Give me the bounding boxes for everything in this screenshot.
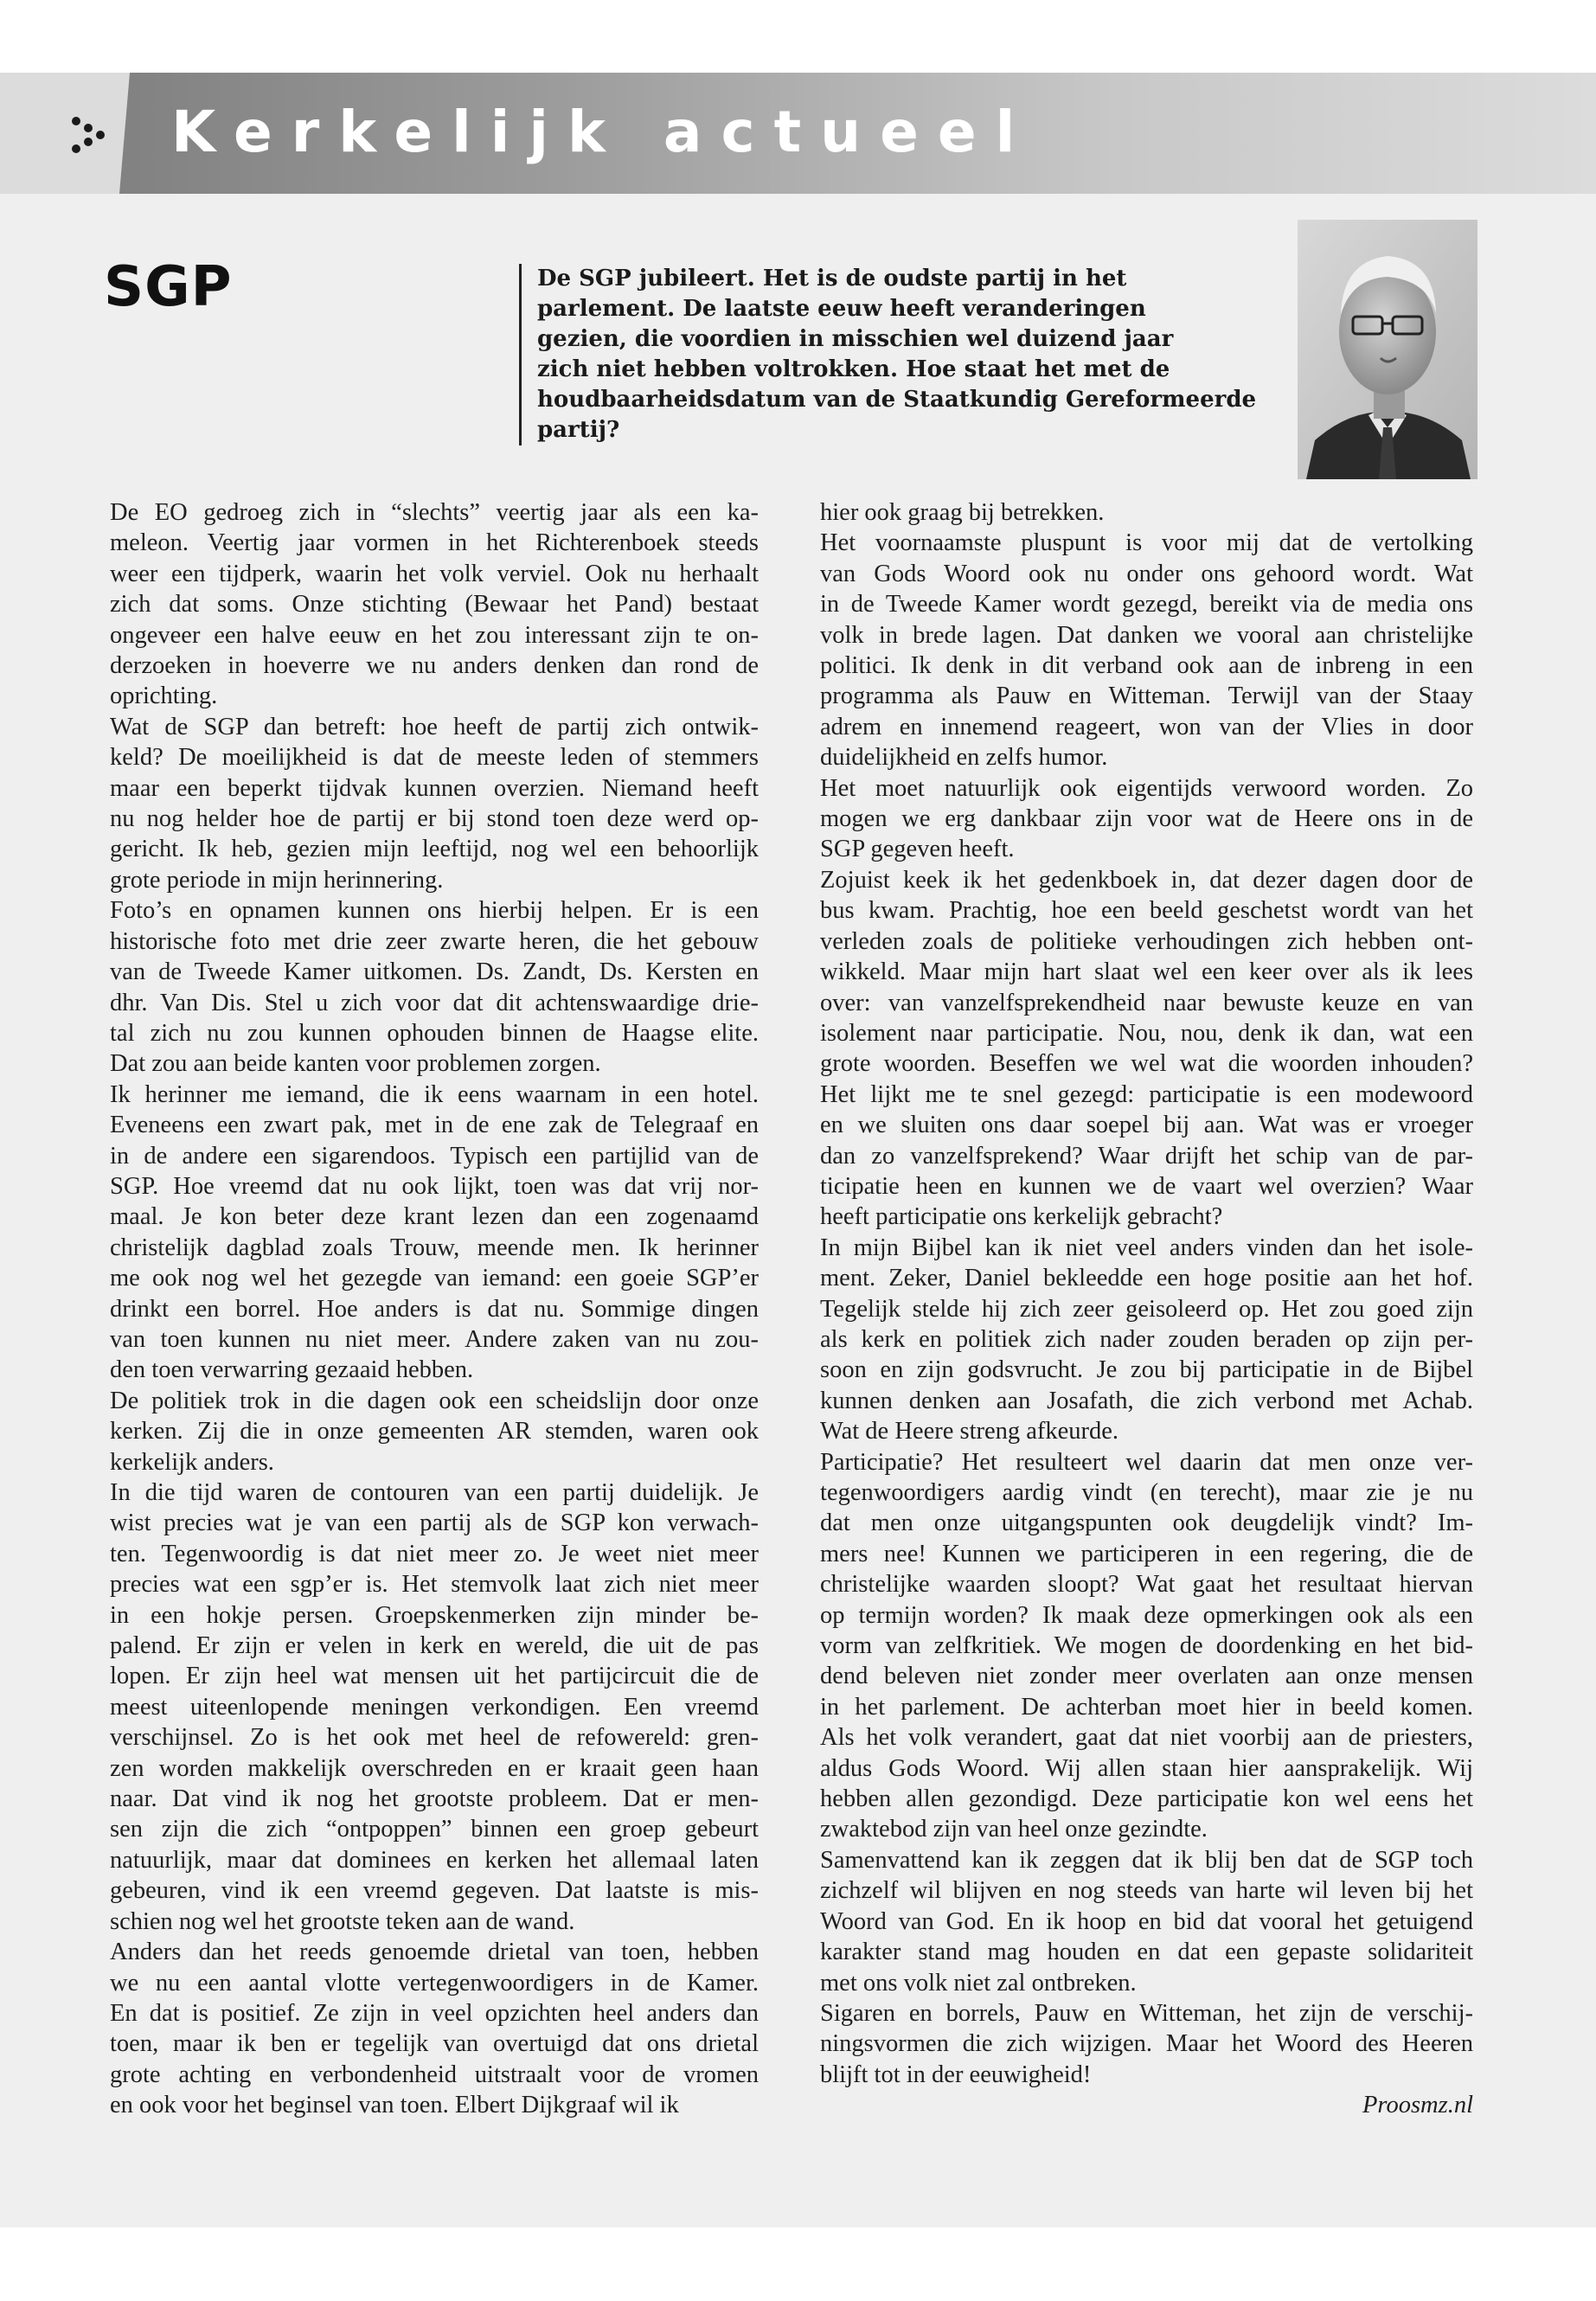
body-line: isolement naar participatie. Nou, nou, denk ik dan, wat een — [820, 1019, 1473, 1047]
body-line: Eveneens een zwart pak, met in de ene zak de Telegraaf en — [110, 1112, 759, 1139]
intro-line: houdbaarheidsdatum van de Staatkundig Gereformeerde — [537, 387, 1257, 413]
body-line: Samenvattend kan ik zeggen dat ik blij ben dat de SGP toch — [820, 1846, 1473, 1874]
body-line: natuurlijk, maar dat dominees en kerken het allemaal laten — [110, 1846, 759, 1874]
body-line: heeft participatie ons kerkelijk gebracht? — [820, 1203, 1223, 1231]
body-line: karakter stand mag houden en dat een gepaste solidariteit — [820, 1939, 1473, 1966]
intro-line: parlement. De laatste eeuw heeft veranderingen — [537, 296, 1146, 322]
body-line: gericht. Ik heb, gezien mijn leeftijd, nog wel een behoorlijk — [110, 836, 759, 863]
body-line: verleden zoals de politieke verhoudingen zich hebben ont- — [820, 927, 1473, 955]
body-line: met ons volk niet zal ontbreken. — [820, 1969, 1137, 1997]
body-line: In mijn Bijbel kan ik niet veel anders vinden dan het isole- — [820, 1234, 1473, 1261]
body-line: tal zich nu zou kunnen ophouden binnen de Haagse elite. — [110, 1019, 759, 1047]
body-line: christelijke waarden sloopt? Wat gaat het resultaat hiervan — [820, 1571, 1473, 1599]
body-line: grote achting en verbondenheid uitstraalt voor de vromen — [110, 2061, 759, 2088]
three-dot-arrow-icon — [69, 109, 112, 161]
page-top-margin — [0, 0, 1596, 73]
body-line: schien nog wel het grootste teken aan de wand. — [110, 1907, 575, 1935]
body-line: Anders dan het reeds genoemde drietal van toen, hebben — [110, 1939, 759, 1966]
body-line: hier ook graag bij betrekken. — [820, 499, 1105, 526]
body-line: kerkelijk anders. — [110, 1448, 274, 1476]
body-line: zwaktebod zijn van heel onze gezindte. — [820, 1816, 1208, 1843]
body-line: Woord van God. En ik hoop en bid dat vooral het getuigend — [820, 1907, 1473, 1935]
intro-line: zich niet hebben voltrokken. Hoe staat het met de — [537, 356, 1170, 382]
body-line: drinkt een borrel. Hoe anders is dat nu. Sommige dingen — [110, 1295, 759, 1323]
body-line: Het lijkt me te snel gezegd: participatie is een modewoord — [820, 1080, 1473, 1108]
article-credit: Proosmz.nl — [1362, 2092, 1473, 2118]
section-title: Kerkelijk actueel — [171, 99, 1035, 165]
body-line: meleon. Veertig jaar vormen in het Richterenboek steeds — [110, 529, 759, 557]
body-line: Dat zou aan beide kanten voor problemen zorgen. — [110, 1050, 601, 1078]
body-line: verschijnsel. Zo is het ook met heel de refowereld: gren- — [110, 1724, 759, 1752]
body-line: kunnen denken aan Josafath, die zich verbond met Achab. — [820, 1387, 1473, 1414]
body-line: volk in brede lagen. Dat danken we vooral aan christelijke — [820, 621, 1473, 649]
body-line: weer een tijdperk, waarin het volk verviel. Ook nu herhaalt — [110, 560, 759, 587]
body-line: duidelijkheid en zelfs humor. — [820, 744, 1108, 772]
body-line: grote woorden. Beseffen we wel wat die woorden inhouden? — [820, 1050, 1473, 1078]
body-line: Ik herinner me iemand, die ik eens waarnam in een hotel. — [110, 1080, 759, 1108]
body-line: naar. Dat vind ik nog het grootste probleem. Dat er men- — [110, 1785, 759, 1813]
body-line: hebben allen gezondigd. Deze participatie kon wel eens het — [820, 1785, 1473, 1813]
intro-line: gezien, die voordien in misschien wel duizend jaar — [537, 326, 1174, 352]
body-line: In die tijd waren de contouren van een partij duidelijk. Je — [110, 1479, 759, 1506]
section-banner — [0, 73, 1596, 194]
body-line: Wat de SGP dan betreft: hoe heeft de partij zich ontwik- — [110, 713, 759, 740]
body-line: Wat de Heere streng afkeurde. — [820, 1418, 1119, 1445]
body-line: meest uiteenlopende meningen verkondigen. Een vreemd — [110, 1693, 759, 1721]
body-line: tegenwoordigers aardig vindt (en terecht), maar zie je nu — [820, 1479, 1473, 1506]
body-line: over: van vanzelfsprekendheid naar bewuste keuze en van — [820, 989, 1473, 1016]
body-line: grote periode in mijn herinnering. — [110, 866, 444, 894]
body-line: Sigaren en borrels, Pauw en Witteman, het zijn de verschij- — [820, 1999, 1473, 2027]
body-line: Als het volk verandert, gaat dat niet voorbij aan de priesters, — [820, 1724, 1473, 1752]
body-line: Het moet natuurlijk ook eigentijds verwoord worden. Zo — [820, 774, 1473, 802]
body-line: lopen. Er zijn heel wat mensen uit het partijcircuit die de — [110, 1663, 759, 1690]
body-line: op termijn worden? Ik maak deze opmerkingen ook als een — [820, 1601, 1473, 1629]
body-line: dat men onze uitgangspunten ook deugdelijk vindt? Im- — [820, 1509, 1473, 1537]
article-intro — [519, 264, 1298, 445]
body-line: Participatie? Het resulteert wel daarin dat men onze ver- — [820, 1448, 1473, 1476]
body-line: me ook nog wel het gezegde van iemand: een goeie SGP’er — [110, 1265, 759, 1292]
body-line: toen, maar ik ben er tegelijk van overtuigd dat ons drietal — [110, 2030, 759, 2058]
body-line: den toen verwarring gezaaid hebben. — [110, 1356, 474, 1384]
body-line: en ook voor het beginsel van toen. Elbert Dijkgraaf wil ik — [110, 2092, 679, 2119]
body-line: aldus Gods Woord. Wij allen staan hier aansprakelijk. Wij — [820, 1754, 1473, 1782]
body-line: oprichting. — [110, 683, 218, 710]
body-line: SGP gegeven heeft. — [820, 836, 1015, 863]
body-line: historische foto met drie zeer zwarte heren, die het gebouw — [110, 927, 759, 955]
portrait-illustration — [1298, 220, 1477, 479]
body-line: Zojuist keek ik het gedenkboek in, dat dezer dagen door de — [820, 866, 1473, 894]
body-line: ningsvormen die zich wijzigen. Maar het Woord des Heeren — [820, 2030, 1473, 2058]
body-line: van Gods Woord ook nu onder ons gehoord wordt. Wat — [820, 560, 1473, 587]
body-line: ticipatie heen en kunnen we de vaart wel overzien? Waar — [820, 1172, 1473, 1200]
body-line: kerken. Zij die in onze gemeenten AR stemden, waren ook — [110, 1418, 759, 1445]
intro-line: partij? — [537, 417, 620, 443]
body-line: Tegelijk stelde hij zich zeer geisoleerd op. Het zou goed zijn — [820, 1295, 1473, 1323]
body-line: Foto’s en opnamen kunnen ons hierbij helpen. Er is een — [110, 897, 759, 925]
article-column-right — [820, 497, 1473, 2090]
body-line: dan zo vanzelfsprekend? Waar drijft het schip van de par- — [820, 1142, 1473, 1170]
body-line: in een hokje persen. Groepskenmerken zijn minder be- — [110, 1601, 759, 1629]
body-line: ten. Tegenwoordig is dat niet meer zo. Je weet niet meer — [110, 1540, 759, 1567]
body-line: De politiek trok in die dagen ook een scheidslijn door onze — [110, 1387, 759, 1414]
body-line: en we sluiten ons daar soepel bij aan. Wat was er vroeger — [820, 1112, 1473, 1139]
body-line: we nu een aantal vlotte vertegenwoordigers in de Kamer. — [110, 1969, 759, 1997]
body-line: zichzelf wil blijven en nog steeds van harte wil leven bij het — [820, 1877, 1473, 1905]
body-line: zen worden makkelijk overschreden en er kraait geen haan — [110, 1754, 759, 1782]
body-line: blijft tot in der eeuwigheid! — [820, 2061, 1092, 2088]
body-line: programma als Pauw en Witteman. Terwijl van der Staay — [820, 683, 1473, 710]
body-line: keld? De moeilijkheid is dat de meeste leden of stemmers — [110, 744, 759, 772]
body-line: van de Tweede Kamer uitkomen. Ds. Zandt, Ds. Kersten en — [110, 958, 759, 986]
body-line: zich dat soms. Onze stichting (Bewaar het Pand) bestaat — [110, 591, 759, 619]
body-line: sen zijn die zich “ontpoppen” binnen een groep gebeurt — [110, 1816, 759, 1843]
body-line: dend beleven niet zonder meer overlaten aan onze mensen — [820, 1663, 1473, 1690]
body-line: mogen we erg dankbaar zijn voor wat de Heere ons in de — [820, 805, 1473, 833]
body-line: politici. Ik denk in dit verband ook aan de inbreng in een — [820, 652, 1473, 680]
body-line: vorm van zelfkritiek. We mogen de doordenking en het bid- — [820, 1632, 1473, 1660]
body-line: Het voornaamste pluspunt is voor mij dat de vertolking — [820, 529, 1473, 557]
body-line: precies wat een sgp’er is. Het stemvolk laat zich niet meer — [110, 1571, 759, 1599]
body-line: in de Tweede Kamer wordt gezegd, bereikt via de media ons — [820, 591, 1473, 619]
body-line: christelijk dagblad zoals Trouw, meende men. Ik herinner — [110, 1234, 759, 1261]
body-line: ongeveer een halve eeuw en het zou interessant zijn te on- — [110, 621, 759, 649]
body-line: maal. Je kon beter deze krant lezen dan een zogenaamd — [110, 1203, 759, 1231]
article-headline: SGP — [104, 255, 233, 319]
body-line: in het parlement. De achterban moet hier in beeld komen. — [820, 1693, 1473, 1721]
body-line: wikkeld. Maar mijn hart slaat wel een keer over als ik lees — [820, 958, 1473, 986]
body-line: van toen kunnen nu niet meer. Andere zaken van nu zou- — [110, 1325, 759, 1353]
body-line: De EO gedroeg zich in “slechts” veertig jaar als een ka- — [110, 499, 759, 526]
body-line: SGP. Hoe vreemd dat nu ook lijkt, toen was dat vrij nor- — [110, 1172, 759, 1200]
body-line: En dat is positief. Ze zijn in veel opzichten heel anders dan — [110, 1999, 759, 2027]
body-line: maar een beperkt tijdvak kunnen overzien. Niemand heeft — [110, 774, 759, 802]
body-line: in de andere een sigarendoos. Typisch een partijlid van de — [110, 1142, 759, 1170]
body-line: wist precies wat je van een partij als de SGP kon verwach- — [110, 1509, 759, 1537]
body-line: dhr. Van Dis. Stel u zich voor dat dit achtenswaardige drie- — [110, 989, 759, 1016]
body-line: bus kwam. Prachtig, hoe een beeld geschetst wordt van het — [820, 897, 1473, 925]
author-portrait-photo — [1298, 220, 1477, 479]
body-line: palend. Er zijn er velen in kerk en wereld, die uit de pas — [110, 1632, 759, 1660]
body-line: ment. Zeker, Daniel bekleedde een hoge positie aan het hof. — [820, 1265, 1473, 1292]
body-line: als kerk en politiek zich nader zouden beraden op zijn per- — [820, 1325, 1473, 1353]
body-line: soon en zijn godsvrucht. Je zou bij participatie in de Bijbel — [820, 1356, 1473, 1384]
page-bottom-margin — [0, 2227, 1596, 2301]
body-line: gebeuren, vind ik een vreemd gegeven. Dat laatste is mis- — [110, 1877, 759, 1905]
body-line: adrem en innemend reageert, won van der Vlies in door — [820, 713, 1473, 740]
body-line: mers nee! Kunnen we participeren in een regering, die de — [820, 1540, 1473, 1567]
intro-line: De SGP jubileert. Het is de oudste partij in het — [537, 266, 1127, 292]
body-line: derzoeken in hoeverre we nu anders denken dan rond de — [110, 652, 759, 680]
article-column-left — [110, 497, 759, 2121]
body-line: nu nog helder hoe de partij er bij stond toen deze werd op- — [110, 805, 759, 833]
